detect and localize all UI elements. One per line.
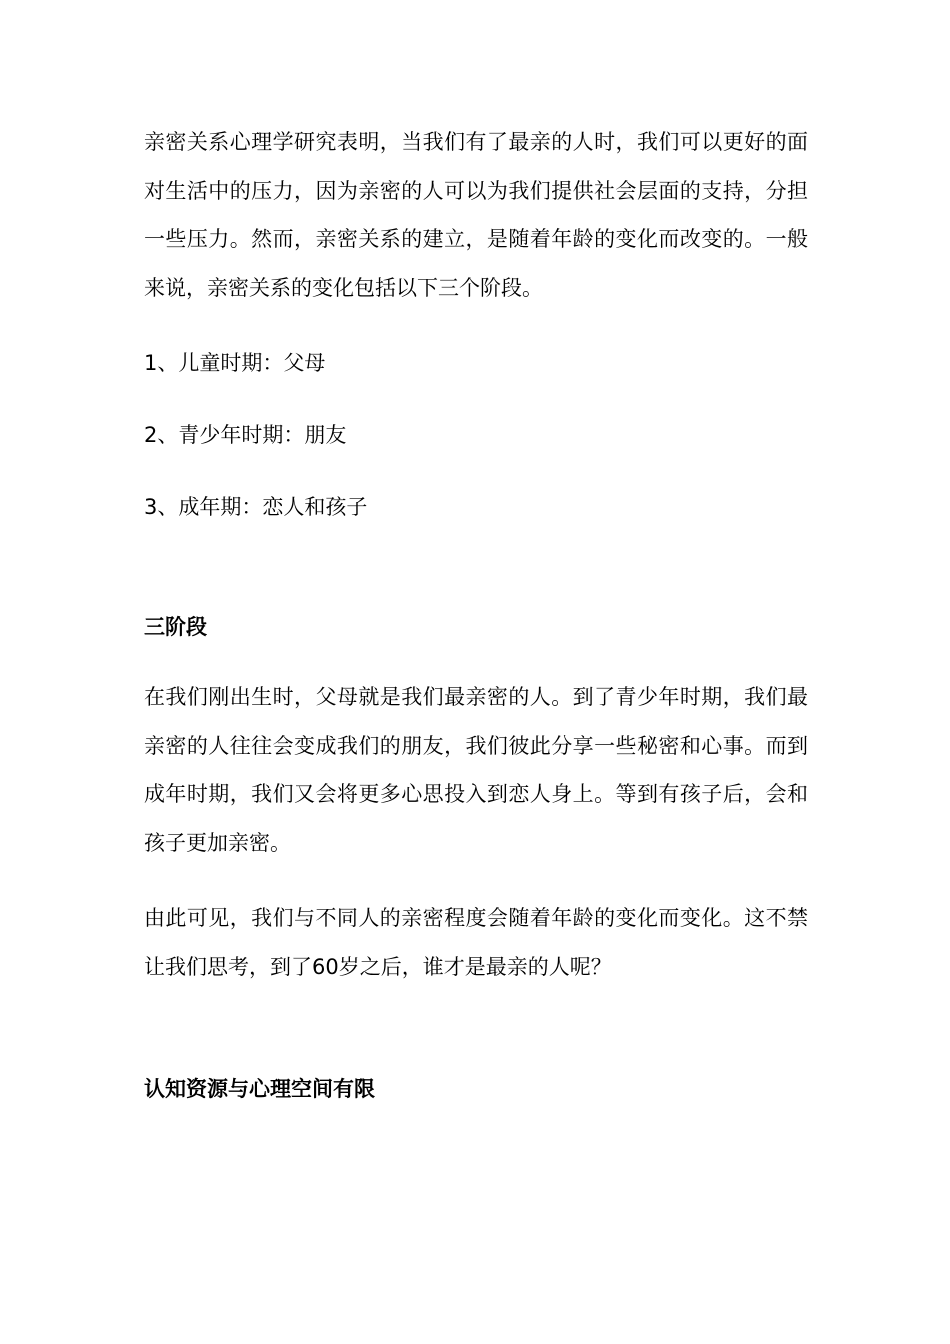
section-heading-cognitive-resources: 认知资源与心理空间有限 (144, 1077, 375, 1101)
intro-paragraph: 亲密关系心理学研究表明，当我们有了最亲的人时，我们可以更好的面对生活中的压力，因为亲密的人可以为我们提供社会层面的支持，分担一些压力。然而，亲密关系的建立，是随着年龄的变化而改变的。一般来说，亲密关系的变化包括以下三个阶段。 (144, 130, 808, 300)
stage-item-childhood: 1、儿童时期：父母 (144, 351, 326, 375)
stage-item-adulthood: 3、成年期：恋人和孩子 (144, 495, 368, 519)
section-heading-three-stages: 三阶段 (144, 615, 207, 639)
conclusion-paragraph: 由此可见，我们与不同人的亲密程度会随着年龄的变化而变化。这不禁让我们思考，到了60岁之后，谁才是最亲的人呢？ (144, 906, 808, 979)
stage-item-adolescence: 2、青少年时期：朋友 (144, 423, 347, 447)
three-stages-paragraph: 在我们刚出生时，父母就是我们最亲密的人。到了青少年时期，我们最亲密的人往往会变成我们的朋友，我们彼此分享一些秘密和心事。而到成年时期，我们又会将更多心思投入到恋人身上。等到有孩子后，会和孩子更加亲密。 (144, 685, 808, 855)
